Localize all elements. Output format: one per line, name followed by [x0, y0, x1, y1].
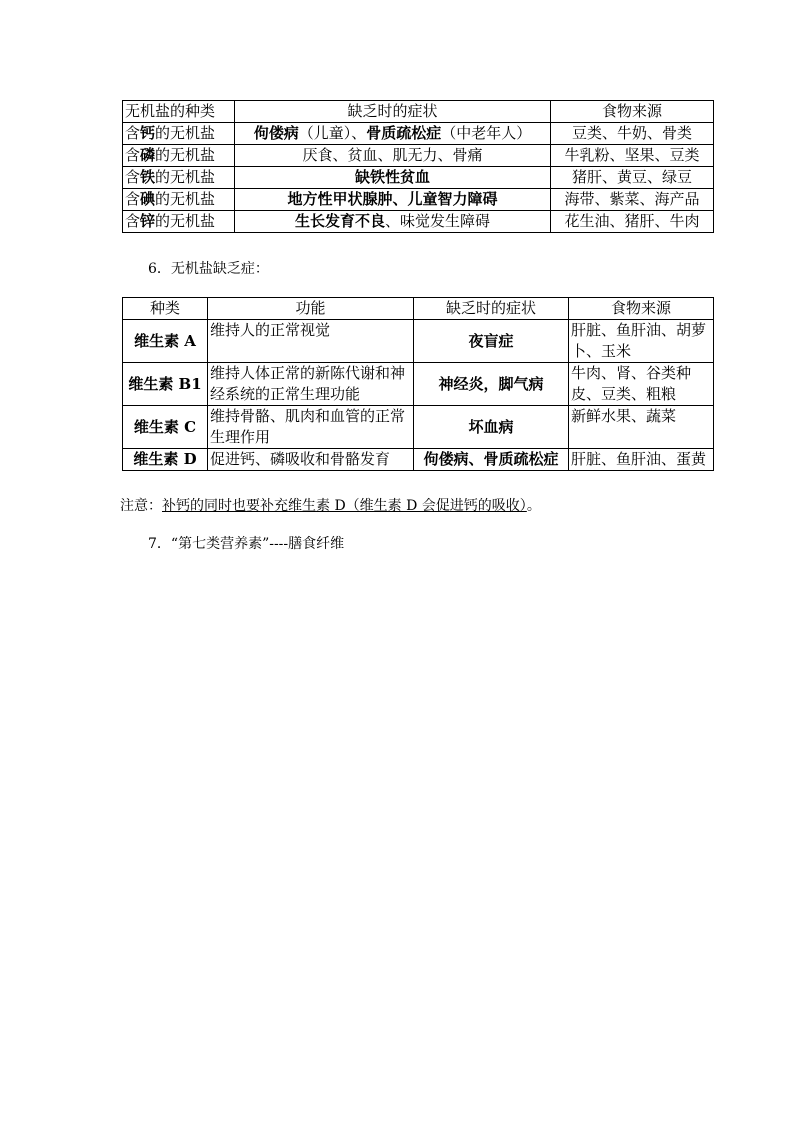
header-cell: 种类	[123, 298, 208, 320]
table-row	[123, 211, 714, 233]
header-cell: 无机盐的种类	[123, 101, 235, 123]
mineral-kind: 含锌的无机盐	[123, 211, 235, 233]
vitamin-food: 肝脏、鱼肝油、蛋黄	[569, 449, 714, 471]
note-text: 补钙的同时也要补充维生素 D（维生素 D 会促进钙的吸收）	[162, 498, 527, 514]
note-label: 注意：	[120, 498, 162, 514]
mineral-kind: 含磷的无机盐	[123, 145, 235, 167]
section-heading-6: 6．无机盐缺乏症：	[148, 261, 269, 277]
vitamin-symptom: 坏血病	[414, 406, 569, 449]
vitamin-symptom: 夜盲症	[414, 320, 569, 363]
vitamin-food: 新鲜水果、蔬菜	[569, 406, 714, 449]
header-cell: 缺乏时的症状	[235, 101, 551, 123]
vitamin-kind: 维生素 D	[123, 449, 208, 471]
mineral-symptom: 生长发育不良、味觉发生障碍	[235, 211, 551, 233]
vitamin-kind: 维生素 B1	[123, 363, 208, 406]
note-end: 。	[526, 498, 541, 514]
mineral-symptom: 佝偻病（儿童）、骨质疏松症（中老年人）	[235, 123, 551, 145]
vitamin-table	[122, 297, 714, 471]
vitamin-food: 肝脏、鱼肝油、胡萝卜、玉米	[569, 320, 714, 363]
mineral-food: 猪肝、黄豆、绿豆	[551, 167, 714, 189]
mineral-kind: 含钙的无机盐	[123, 123, 235, 145]
vitamin-symptom: 佝偻病、骨质疏松症	[414, 449, 569, 471]
mineral-food: 牛乳粉、坚果、豆类	[551, 145, 714, 167]
vitamin-function: 维持人体正常的新陈代谢和神经系统的正常生理功能	[208, 363, 414, 406]
mineral-food: 花生油、猪肝、牛肉	[551, 211, 714, 233]
mineral-food: 海带、紫菜、海产品	[551, 189, 714, 211]
header-cell: 食物来源	[569, 298, 714, 320]
header-cell: 食物来源	[551, 101, 714, 123]
vitamin-kind: 维生素 C	[123, 406, 208, 449]
section-heading-7: 7．“第七类营养素”----膳食纤维	[148, 536, 345, 552]
vitamin-kind: 维生素 A	[123, 320, 208, 363]
mineral-kind: 含铁的无机盐	[123, 167, 235, 189]
vitamin-function: 维持骨骼、肌肉和血管的正常生理作用	[208, 406, 414, 449]
mineral-symptom: 厌食、贫血、肌无力、骨痛	[235, 145, 551, 167]
vitamin-symptom: 神经炎，脚气病	[414, 363, 569, 406]
mineral-symptom: 缺铁性贫血	[235, 167, 551, 189]
mineral-table	[122, 100, 714, 233]
vitamin-function: 维持人的正常视觉	[208, 320, 414, 363]
table-row	[123, 449, 714, 471]
table-header-row	[123, 298, 714, 320]
vitamin-function: 促进钙、磷吸收和骨骼发育	[208, 449, 414, 471]
mineral-food: 豆类、牛奶、骨类	[551, 123, 714, 145]
header-cell: 缺乏时的症状	[414, 298, 569, 320]
table-row	[123, 320, 714, 363]
table-row	[123, 167, 714, 189]
table-row	[123, 145, 714, 167]
table-row	[123, 363, 714, 406]
header-cell: 功能	[208, 298, 414, 320]
table-row	[123, 189, 714, 211]
table-header-row	[123, 101, 714, 123]
mineral-kind: 含碘的无机盐	[123, 189, 235, 211]
table-row	[123, 123, 714, 145]
table-row	[123, 406, 714, 449]
vitamin-food: 牛肉、肾、谷类种皮、豆类、粗粮	[569, 363, 714, 406]
mineral-symptom: 地方性甲状腺肿、儿童智力障碍	[235, 189, 551, 211]
note-paragraph	[120, 496, 541, 516]
